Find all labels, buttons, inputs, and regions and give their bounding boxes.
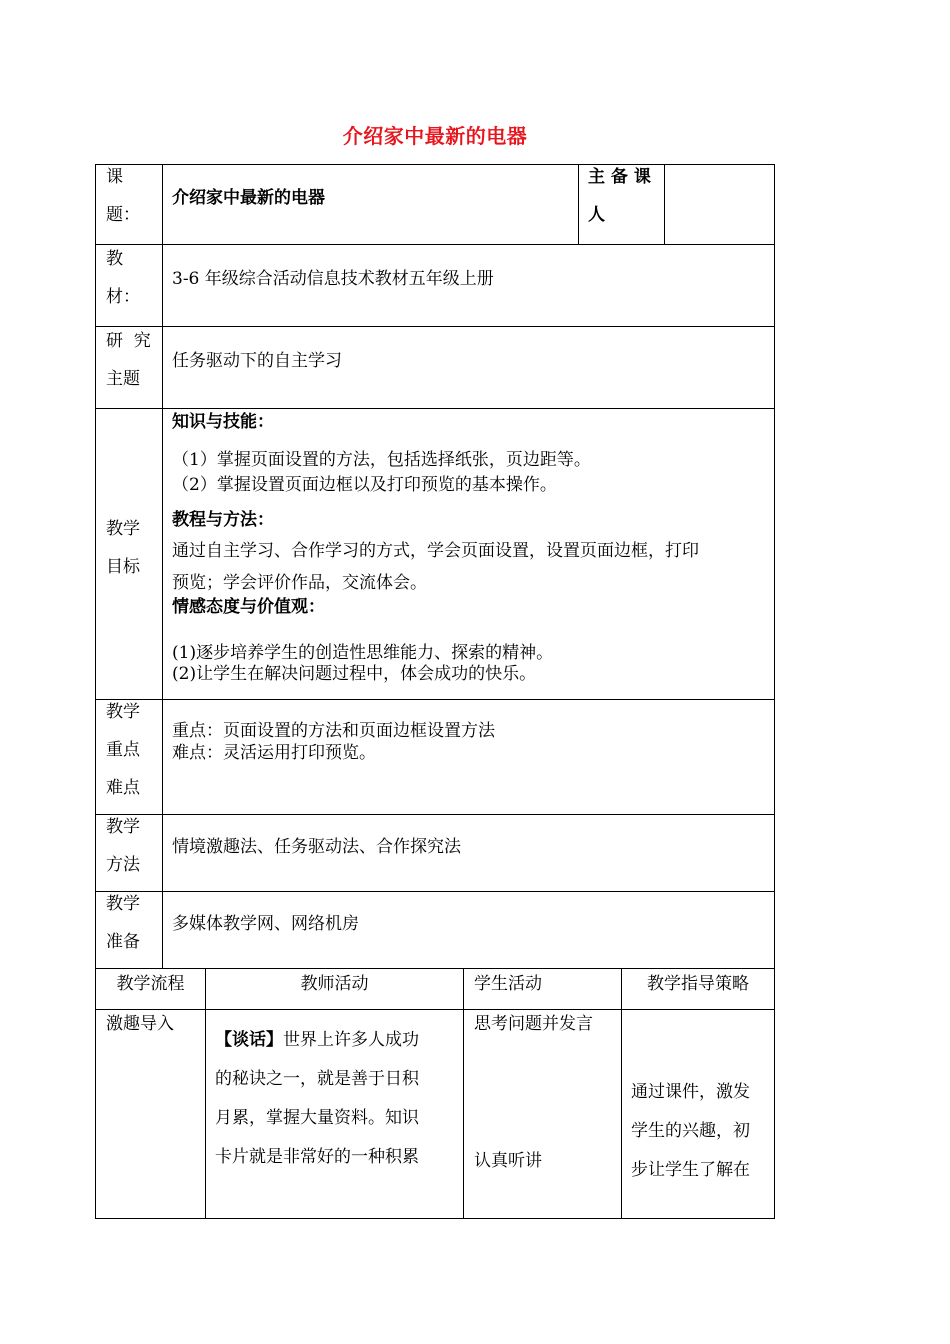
label-line: 目标 (106, 557, 140, 577)
textbook-label (106, 240, 140, 316)
teacher-line: 的秘诀之一，就是善于日积 (215, 1069, 419, 1089)
label-line: 难点 (106, 778, 140, 798)
teacher-line-text: 世界上许多人成功 (283, 1030, 419, 1050)
row-divider (95, 408, 775, 409)
prep-value: 多媒体教学网、网络机房 (172, 914, 359, 934)
col-divider (621, 968, 622, 1219)
row-divider (95, 699, 775, 700)
row-divider (95, 891, 775, 892)
table-border-right (774, 164, 775, 1219)
label-line: 主题 (106, 369, 140, 389)
lesson-label (106, 158, 140, 234)
label-line: 题： (106, 205, 140, 225)
method-value: 情境激趣法、任务驱动法、合作探究法 (172, 837, 461, 857)
goals-attitude-1: (1)逐步培养学生的创造性思维能力、探索的精神。 (172, 643, 554, 663)
label-line: 准备 (106, 932, 140, 952)
goals-knowledge-2: （2）掌握设置页面边框以及打印预览的基本操作。 (172, 475, 557, 495)
col-divider (162, 164, 163, 969)
goals-method-2: 预览；学会评价作品，交流体会。 (172, 573, 427, 593)
difficulty: 难点：灵活运用打印预览。 (172, 743, 376, 763)
lesson-value: 介绍家中最新的电器 (172, 188, 325, 208)
strategy-cell (631, 1073, 750, 1190)
row-divider (95, 244, 775, 245)
table-border-left (95, 164, 96, 1219)
key-label (106, 693, 140, 807)
table-border-bottom (95, 1218, 775, 1219)
strategy-line: 通过课件，激发 (631, 1082, 750, 1102)
key-point: 重点：页面设置的方法和页面边框设置方法 (172, 721, 495, 741)
prep-label (106, 885, 140, 961)
goals-heading-method: 教程与方法： (172, 510, 274, 530)
strategy-line: 学生的兴趣，初 (631, 1121, 750, 1141)
label-line: 研 究 (106, 331, 151, 351)
label-line: 人 (588, 205, 605, 225)
col-divider (205, 968, 206, 1219)
strategy-line: 步让学生了解在 (631, 1160, 750, 1180)
goals-heading-knowledge: 知识与技能： (172, 412, 274, 432)
goals-label (106, 510, 140, 586)
col-divider (578, 164, 579, 245)
header-stage: 教学流程 (116, 974, 185, 994)
label-line: 材： (106, 287, 140, 307)
row-divider (95, 814, 775, 815)
label-line: 方法 (106, 855, 140, 875)
topic-value: 任务驱动下的自主学习 (172, 351, 342, 371)
topic-label (106, 322, 151, 398)
teacher-line (215, 1021, 419, 1060)
goals-method-1: 通过自主学习、合作学习的方式，学会页面设置，设置页面边框，打印 (172, 541, 699, 561)
label-line: 教学 (106, 519, 140, 539)
teacher-tag: 【谈话】 (215, 1030, 283, 1050)
goals-attitude-2: (2)让学生在解决问题过程中，体会成功的快乐。 (172, 664, 537, 684)
student-activity-1: 思考问题并发言 (474, 1014, 593, 1034)
col-divider (463, 968, 464, 1219)
label-line: 重点 (106, 740, 140, 760)
header-student: 学生活动 (474, 974, 542, 994)
row-divider (95, 968, 775, 969)
header-teacher: 教师活动 (300, 974, 369, 994)
preparer-value-cell (665, 165, 774, 244)
row-divider (95, 1009, 775, 1010)
teacher-line: 卡片就是非常好的一种积累 (215, 1147, 419, 1167)
stage-cell: 激趣导入 (106, 1014, 174, 1034)
teacher-line: 月累，掌握大量资料。知识 (215, 1108, 419, 1128)
label-line: 主 备 课 (588, 167, 651, 187)
document-title: 介绍家中最新的电器 (342, 124, 528, 148)
goals-heading-attitude: 情感态度与价值观： (172, 597, 325, 617)
method-label (106, 808, 140, 884)
textbook-value: 3-6 年级综合活动信息技术教材五年级上册 (172, 269, 494, 289)
label-line: 教学 (106, 894, 140, 914)
goals-knowledge-1: （1）掌握页面设置的方法，包括选择纸张，页边距等。 (172, 450, 591, 470)
label-line: 教 (106, 249, 123, 269)
preparer-label (588, 158, 651, 234)
teacher-activity (215, 1021, 419, 1177)
row-divider (95, 326, 775, 327)
label-line: 教学 (106, 702, 140, 722)
label-line: 教学 (106, 817, 140, 837)
student-activity-2: 认真听讲 (474, 1151, 542, 1171)
label-line: 课 (106, 167, 123, 187)
header-strategy: 教学指导策略 (647, 974, 749, 994)
